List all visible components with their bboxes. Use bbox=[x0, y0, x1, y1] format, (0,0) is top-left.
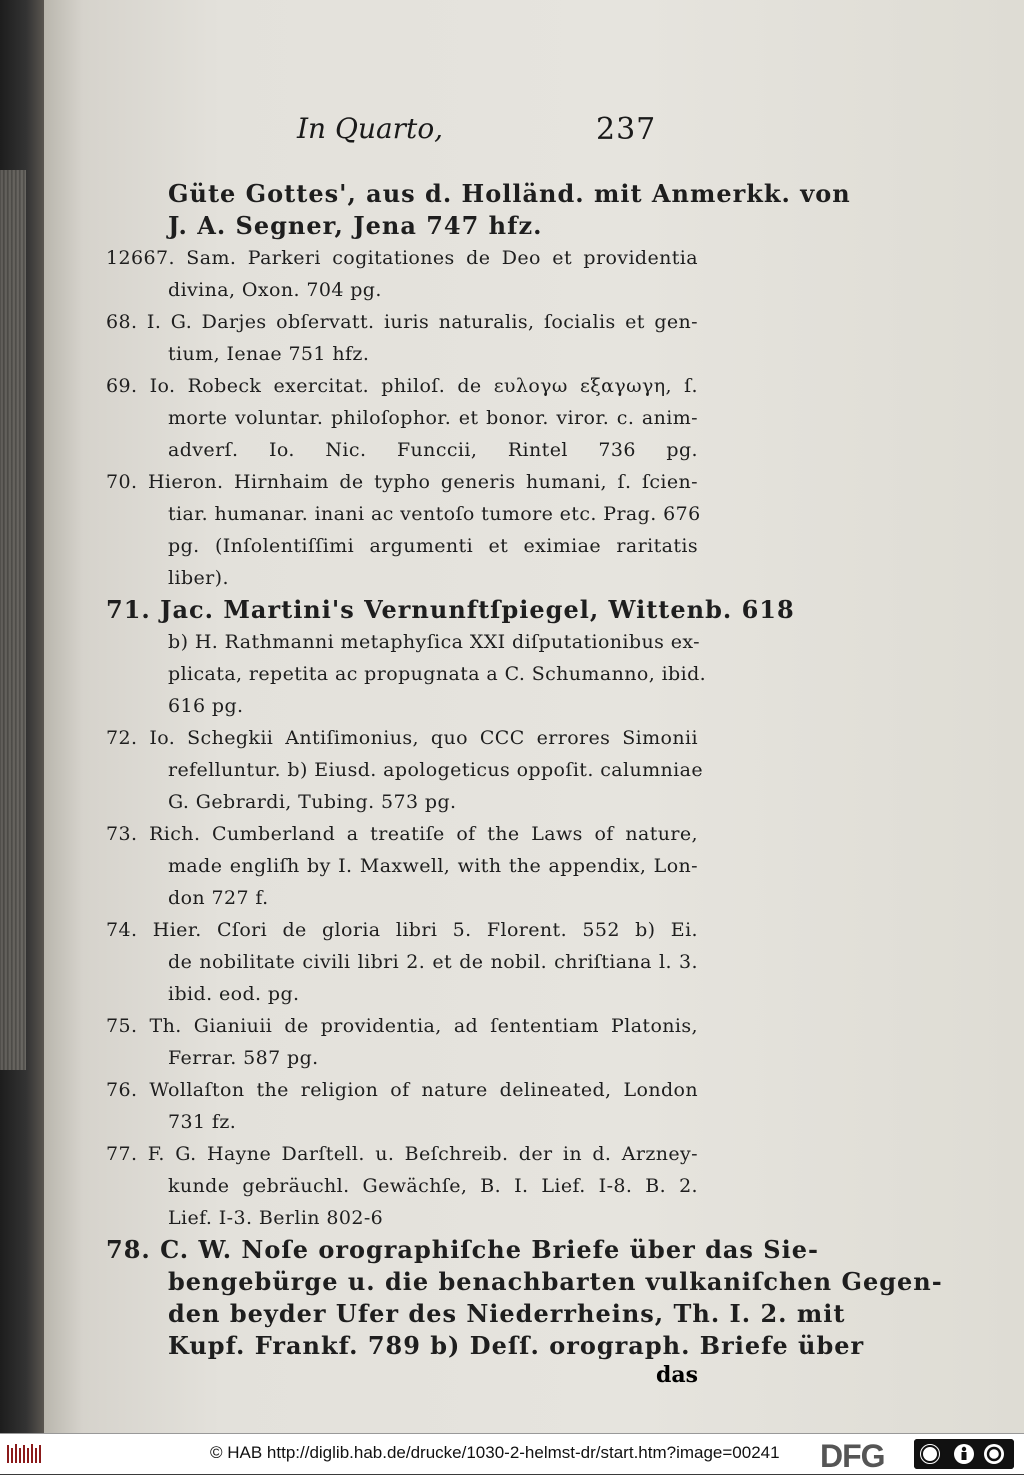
text-line bbox=[106, 594, 795, 626]
text-line bbox=[106, 434, 698, 466]
text-line-content: pg. (Inſolentiſſimi argumenti et eximiae raritatis bbox=[168, 535, 698, 557]
text-line bbox=[106, 1106, 698, 1138]
running-title: In Quarto, bbox=[297, 112, 444, 145]
text-line-content: 68. I. G. Darjes obſervatt. iuris naturalis, ſocialis et gen- bbox=[106, 311, 698, 333]
text-line bbox=[106, 1266, 943, 1298]
text-line-content: refelluntur. b) Eiusd. apologeticus oppoſit. calumniae bbox=[168, 759, 704, 781]
source-link[interactable]: © HAB http://diglib.hab.de/drucke/1030-2-helmst-dr/start.htm?image=00241 bbox=[210, 1443, 780, 1462]
text-line-content: 12667. Sam. Parkeri cogitationes de Deo et providentia bbox=[106, 247, 698, 269]
text-line bbox=[106, 1010, 698, 1042]
text-line-content: divina, Oxon. 704 pg. bbox=[168, 279, 382, 301]
text-line-content: 71. Jac. Martini's Vernunftſpiegel, Wittenb. 618 bbox=[106, 595, 795, 624]
dfg-logo: DFG bbox=[820, 1438, 885, 1474]
text-line bbox=[106, 818, 698, 850]
text-line-content: J. A. Segner, Jena 747 hfz. bbox=[168, 211, 543, 240]
text-line-content: kunde gebräuchl. Gewächſe, B. I. Lief. I-8. B. 2. bbox=[168, 1175, 698, 1197]
text-line bbox=[106, 882, 698, 914]
text-line-content: Güte Gottes', aus d. Holländ. mit Anmerkk. von bbox=[168, 179, 851, 208]
text-line bbox=[106, 210, 698, 242]
text-line-content: 77. F. G. Hayne Darſtell. u. Beſchreib. der in d. Arzney- bbox=[106, 1143, 698, 1165]
text-line bbox=[106, 1074, 698, 1106]
catalog-text bbox=[106, 178, 943, 1388]
text-line bbox=[106, 306, 698, 338]
text-line bbox=[106, 370, 698, 402]
text-line bbox=[106, 498, 701, 530]
book-page bbox=[44, 0, 1024, 1433]
hab-logo-icon bbox=[6, 1442, 46, 1466]
text-line-content: tiar. humanar. inani ac ventoſo tumore etc. Prag. 676 bbox=[168, 503, 701, 525]
text-line bbox=[106, 1234, 819, 1266]
text-line bbox=[106, 850, 698, 882]
text-line-content: adverſ. Io. Nic. Funccii, Rintel 736 pg. bbox=[168, 439, 698, 461]
text-line-content: 69. Io. Robeck exercitat. philoſ. de ευλογω εξαγωγη, ſ. bbox=[106, 375, 698, 397]
text-line bbox=[106, 658, 707, 690]
text-line-content: b) H. Rathmanni metaphyſica XXI diſputationibus ex- bbox=[168, 631, 700, 653]
text-line-content: plicata, repetita ac propugnata a C. Schumanno, ibid. bbox=[168, 663, 707, 685]
text-line bbox=[106, 1298, 846, 1330]
text-line-content: Lief. I-3. Berlin 802-6 bbox=[168, 1207, 384, 1229]
text-line-content: 78. C. W. Noſe orographiſche Briefe über das Sie- bbox=[106, 1235, 819, 1264]
text-line bbox=[106, 914, 698, 946]
text-line-content: 70. Hieron. Hirnhaim de typho generis humani, ſ. ſcien- bbox=[106, 471, 698, 493]
text-line-content: 75. Th. Gianiuii de providentia, ad ſententiam Platonis, bbox=[106, 1015, 698, 1037]
text-line-content: den beyder Ufer des Niederrheins, Th. I. 2. mit bbox=[168, 1299, 846, 1328]
page-edges bbox=[0, 170, 26, 1070]
text-line-content: de nobilitate civili libri 2. et de nobil. chriſtiana l. 3. bbox=[168, 951, 698, 973]
text-line bbox=[106, 978, 698, 1010]
text-line bbox=[106, 1138, 698, 1170]
text-line-content: tium, Ienae 751 hfz. bbox=[168, 343, 370, 365]
text-line bbox=[106, 466, 698, 498]
catchword: das bbox=[655, 1362, 698, 1388]
text-line-content: bengebürge u. die benachbarten vulkaniſchen Gegen- bbox=[168, 1267, 943, 1296]
text-line bbox=[106, 1042, 698, 1074]
text-line bbox=[106, 626, 698, 658]
page-header bbox=[44, 112, 1024, 152]
text-line-content: 72. Io. Schegkii Antiſimonius, quo CCC errores Simonii bbox=[106, 727, 698, 749]
text-line-content: G. Gebrardi, Tubing. 573 pg. bbox=[168, 791, 457, 813]
text-line-content: morte voluntar. philoſophor. et bonor. viror. c. anim- bbox=[168, 407, 698, 429]
page-number: 237 bbox=[596, 112, 657, 147]
text-line-content: 74. Hier. Cſori de gloria libri 5. Florent. 552 b) Ei. bbox=[106, 919, 698, 941]
text-line bbox=[106, 722, 698, 754]
text-line bbox=[106, 946, 698, 978]
text-line-content: 616 pg. bbox=[168, 695, 244, 717]
text-line bbox=[106, 786, 698, 818]
text-line bbox=[106, 1170, 698, 1202]
text-line bbox=[106, 402, 698, 434]
cc-license-icon[interactable] bbox=[914, 1439, 1014, 1469]
text-line bbox=[106, 754, 704, 786]
text-line-content: liber). bbox=[168, 567, 229, 589]
text-line bbox=[106, 178, 851, 210]
text-line bbox=[106, 274, 698, 306]
text-line-content: 76. Wollaſton the religion of nature delineated, London bbox=[106, 1079, 698, 1101]
text-line-content: made engliſh by I. Maxwell, with the appendix, Lon- bbox=[168, 855, 698, 877]
text-line bbox=[106, 562, 698, 594]
text-line bbox=[106, 242, 698, 274]
text-line bbox=[106, 1202, 698, 1234]
text-line bbox=[106, 1330, 865, 1362]
text-line-content: don 727 f. bbox=[168, 887, 269, 909]
text-line-content: 73. Rich. Cumberland a treatiſe of the Laws of nature, bbox=[106, 823, 698, 845]
text-line-content: 731 fz. bbox=[168, 1111, 237, 1133]
text-line-content: Ferrar. 587 pg. bbox=[168, 1047, 319, 1069]
viewer-footer bbox=[0, 1433, 1024, 1474]
text-line-content: Kupf. Frankf. 789 b) Deſſ. orograph. Briefe über bbox=[168, 1331, 865, 1360]
text-line bbox=[106, 690, 698, 722]
text-line bbox=[106, 530, 698, 562]
text-line bbox=[106, 338, 698, 370]
text-line-content: ibid. eod. pg. bbox=[168, 983, 300, 1005]
